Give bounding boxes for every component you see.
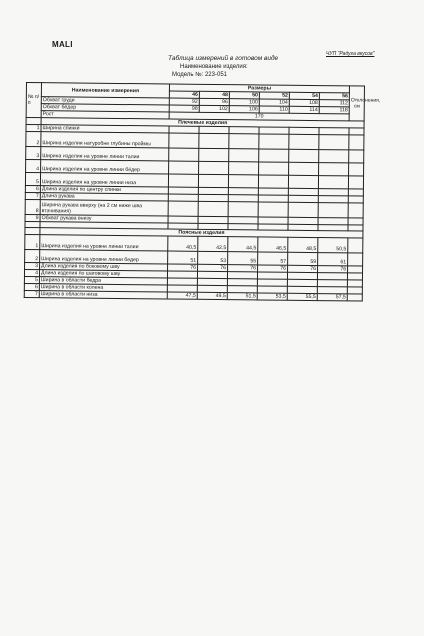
- size-cell: 56: [319, 93, 349, 100]
- row-label: Длина изделия по центру спинки: [40, 186, 168, 194]
- value-cell: 40,5: [168, 236, 198, 251]
- product-name-label: Наименование изделия:: [180, 64, 248, 70]
- company-name: ЧУП "Радуга вкусов": [326, 51, 375, 57]
- row-number: 5: [25, 173, 40, 186]
- deviation-header: Отклонения, см: [349, 86, 364, 121]
- value-cell: 42,5: [198, 236, 228, 251]
- row-number: 7: [24, 290, 39, 297]
- measure-label: Обхват бёдер: [41, 104, 169, 112]
- value-cell: 47,5: [167, 292, 197, 299]
- value-cell: 98: [169, 105, 199, 112]
- measure-label: Обхват груди: [41, 97, 169, 105]
- height-value: 170: [169, 112, 349, 121]
- section-title-upper: Плечевые изделия: [41, 118, 364, 128]
- value-cell: 118: [319, 107, 349, 114]
- row-number: 7: [25, 192, 40, 199]
- row-label: Ширина спинки: [41, 125, 169, 133]
- row-label: Длина изделия по боковому шву: [40, 263, 168, 271]
- row-label: Ширина изделия на уровне линии талии: [40, 235, 168, 251]
- value-cell: 76: [318, 266, 348, 273]
- value-cell: 108: [289, 99, 319, 106]
- np-header: № п/п: [26, 83, 41, 118]
- row-number: 5: [24, 276, 39, 283]
- row-label: Ширина изделия на уровне линии низа: [40, 173, 168, 187]
- row-number: 9: [25, 214, 40, 221]
- value-cell: 48,5: [288, 237, 318, 252]
- value-cell: 96: [199, 98, 229, 105]
- value-cell: 106: [229, 106, 259, 113]
- size-cell: 48: [199, 91, 229, 98]
- row-number: 1: [26, 125, 41, 132]
- value-cell: 55: [228, 252, 258, 265]
- value-cell: 112: [319, 100, 349, 107]
- row-label: Ширина в области колена: [39, 284, 167, 292]
- row-label: Длина изделия по шаговому шву: [39, 270, 167, 278]
- row-label: Обхват рукава внизу: [40, 215, 168, 223]
- size-cell: 50: [229, 92, 259, 99]
- model-number: Модель №: 223-051: [172, 72, 227, 78]
- value-cell: 76: [228, 265, 258, 272]
- value-cell: 53: [198, 251, 228, 264]
- measurement-table: [24, 82, 381, 302]
- row-number: 2: [25, 249, 40, 262]
- row-label: Ширина изделия на уровне линии бедер: [40, 250, 168, 264]
- value-cell: 57,5: [317, 294, 347, 301]
- value-cell: 55,5: [287, 293, 317, 300]
- row-number: 4: [24, 269, 39, 276]
- value-cell: 44,5: [228, 237, 258, 252]
- size-cell: 46: [169, 91, 199, 98]
- size-cell: 52: [259, 92, 289, 99]
- section-title-lower: Поясные изделия: [40, 228, 363, 238]
- sizes-header: Размеры: [169, 84, 349, 93]
- row-number: 4: [26, 160, 41, 173]
- value-cell: 46,5: [258, 237, 288, 252]
- value-cell: 76: [258, 265, 288, 272]
- row-label: Ширина изделия натуробне глубины проймы: [41, 132, 169, 148]
- document-title: Таблица измерений в готовом виде: [168, 55, 279, 62]
- value-cell: 59: [288, 252, 318, 265]
- value-cell: 51,5: [227, 293, 257, 300]
- value-cell: 51: [168, 251, 198, 264]
- value-cell: 114: [289, 106, 319, 113]
- row-number: 8: [25, 199, 40, 214]
- row-number: 3: [25, 262, 40, 269]
- value-cell: 104: [259, 99, 289, 106]
- value-cell: 76: [198, 264, 228, 271]
- size-cell: 54: [289, 92, 319, 99]
- measurement-sheet: [24, 82, 381, 302]
- measure-label: Рост: [41, 111, 169, 119]
- value-cell: 76: [288, 265, 318, 272]
- row-number: 1: [25, 234, 40, 249]
- row-label: Ширина рукава вверху (на 2 см ниже шва втачивания): [40, 200, 168, 216]
- row-number: 3: [26, 147, 41, 160]
- row-label: Длина рукава: [40, 193, 168, 201]
- value-cell: 76: [168, 264, 198, 271]
- value-cell: 100: [229, 99, 259, 106]
- value-cell: 49,5: [197, 292, 227, 299]
- row-label: Ширина изделия на уровне линии бёдер: [41, 160, 169, 174]
- value-cell: 110: [259, 106, 289, 113]
- brand-label: MALI: [52, 40, 73, 49]
- row-number: 6: [25, 185, 40, 192]
- value-cell: 92: [169, 98, 199, 105]
- row-number: 2: [26, 132, 41, 147]
- measure-name-header: Наименование измерения: [41, 83, 169, 98]
- row-label: Ширина в области низа: [39, 291, 167, 299]
- value-cell: 102: [199, 105, 229, 112]
- row-number: 6: [24, 283, 39, 290]
- row-label: Ширина изделия на уровне линии талии: [41, 147, 169, 161]
- value-cell: 61: [318, 253, 348, 266]
- row-label: Ширина в области бедра: [39, 277, 167, 285]
- value-cell: 50,5: [318, 238, 348, 253]
- value-cell: 57: [258, 252, 288, 265]
- value-cell: 53,5: [257, 293, 287, 300]
